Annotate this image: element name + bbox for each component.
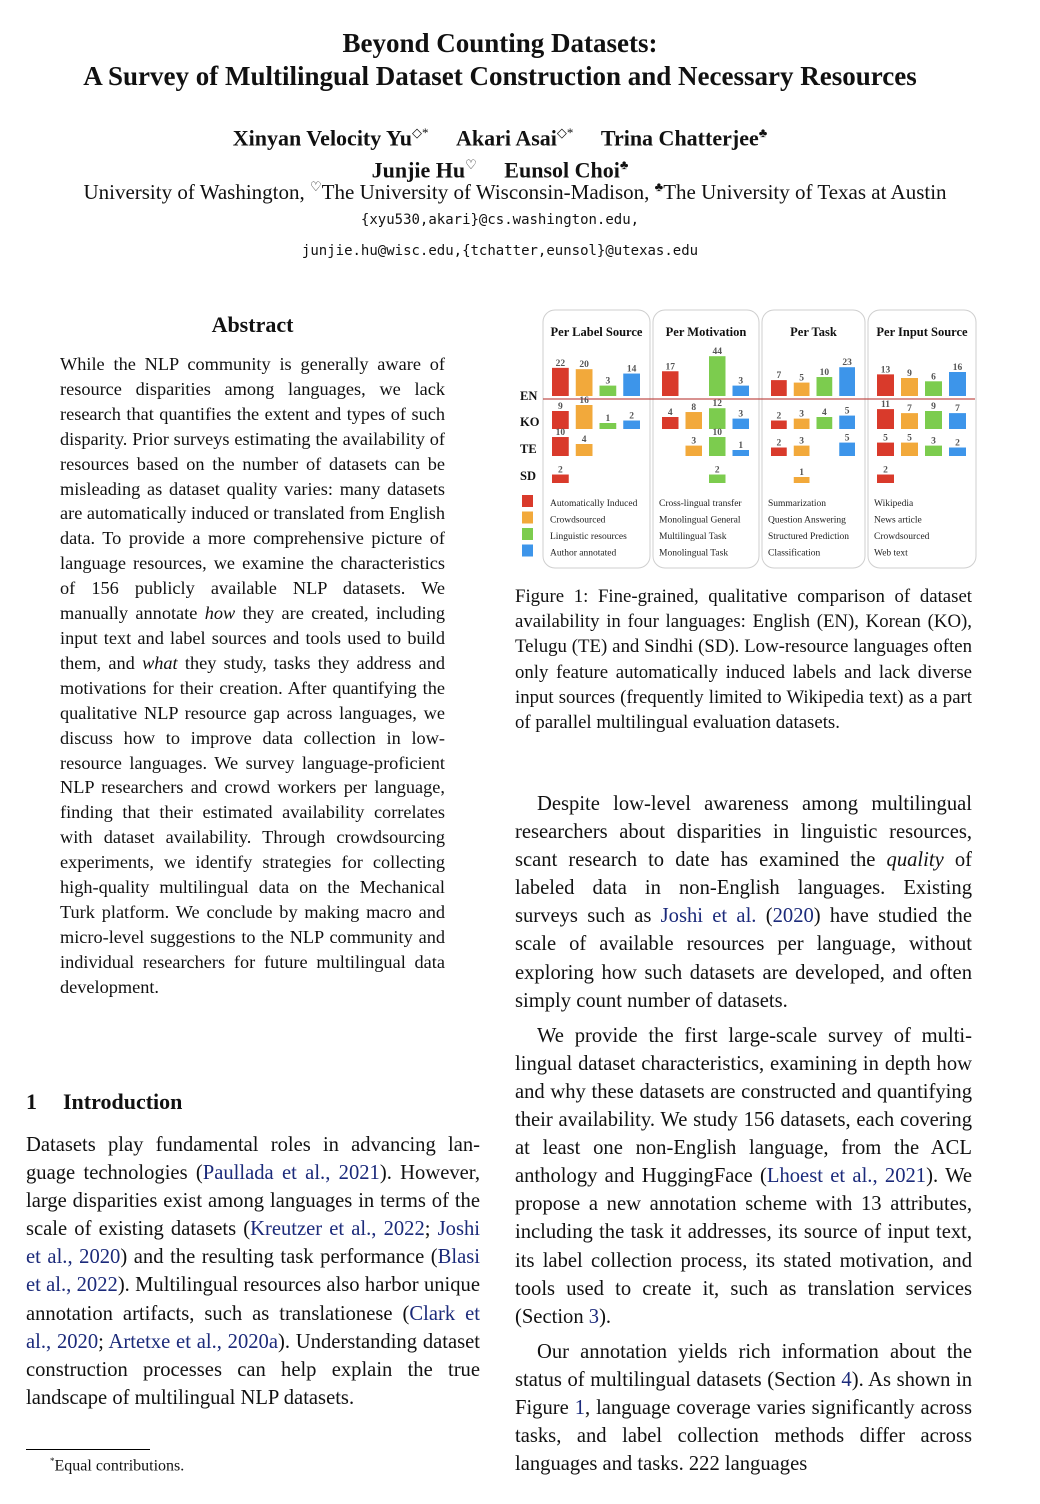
- citation-link[interactable]: Blasi et al., 2022: [26, 1246, 480, 1297]
- paper-title: [0, 27, 1000, 93]
- legend-label: Summarization: [768, 499, 827, 509]
- intro-paragraph-2: [515, 790, 972, 1015]
- bar-value-label: 20: [579, 360, 589, 371]
- footnote-rule: [26, 1449, 150, 1450]
- bar: [877, 409, 894, 429]
- abstract-text-run: While the NLP community is generally aware of resource disparities among languages, we lack research that quantifies the extent and types of such disparity. Prior surveys estimating the availability of resources based on the number of datasets can be misleading as dataset quality varies: many datasets are automatically induced or translated from English data. To provide a more comprehensive picture of language resources, we examine the characteristics of 156 publicly available NLP datasets. We manually annotate: [60, 354, 445, 624]
- legend-label: Cross-lingual transfer: [659, 499, 742, 509]
- authors-line-1: [0, 119, 1000, 151]
- intro-paragraph-1: [26, 1131, 480, 1412]
- text-run: of labeled data in non-English languages. Existing surveys such as: [515, 849, 972, 928]
- text-run: ;: [98, 1330, 109, 1353]
- text-run: ) and the resulting task performance (: [120, 1246, 438, 1269]
- panel-title: Per Input Source: [876, 325, 968, 339]
- language-label: TE: [520, 442, 537, 456]
- bar: [901, 443, 918, 456]
- bar-value-label: 3: [738, 409, 744, 420]
- intro-paragraph-3: [515, 1022, 972, 1331]
- text-run: We provide the first large-scale survey of multilingual dataset characteristics, examining in depth how and why these datasets are constructed and quantifying their availability. We study 156 datasets, each covering at least one non-English language, from the ACL anthology and HuggingFace (: [515, 1024, 972, 1188]
- legend-label: Monolingual General: [659, 515, 741, 526]
- bar: [600, 386, 617, 396]
- legend-label: Multilingual Task: [659, 532, 727, 542]
- bar-value-label: 3: [691, 436, 697, 447]
- bar-value-label: 22: [555, 358, 566, 369]
- bar-value-label: 2: [776, 411, 782, 422]
- bar: [623, 374, 640, 396]
- bar-value-label: 2: [955, 438, 960, 449]
- figure-1-chart: [510, 305, 980, 577]
- affiliation: The University of Wisconsin-Madison,: [321, 180, 655, 204]
- panel-title: Per Task: [790, 325, 837, 339]
- bar: [817, 377, 833, 396]
- affiliation-mark: ◇*: [556, 125, 574, 140]
- legend-label: Crowdsourced: [550, 515, 606, 526]
- bar-value-label: 10: [712, 428, 722, 439]
- legend-label: Web text: [874, 548, 908, 559]
- bar: [817, 417, 833, 429]
- bar-value-label: 2: [776, 438, 782, 449]
- affiliation-mark: ◇*: [412, 125, 429, 140]
- bar: [771, 448, 787, 456]
- affiliation: The University of Texas at Austin: [663, 180, 947, 204]
- legend-label: Classification: [768, 548, 821, 559]
- bar: [877, 443, 894, 456]
- footnote: [50, 1456, 184, 1475]
- language-label: KO: [520, 415, 540, 429]
- bar: [949, 413, 966, 429]
- legend-label: News article: [874, 515, 922, 526]
- legend-swatch: [522, 495, 533, 507]
- text-run: ). Understanding dataset construction processes can help explain the true landscape of multilingual NLP datasets.: [26, 1330, 480, 1409]
- author-name: Xinyan Velocity Yu: [232, 125, 413, 151]
- author-name: Junjie Hu: [371, 157, 466, 183]
- bar: [771, 421, 787, 429]
- citation-link[interactable]: Joshi et al.: [660, 905, 757, 928]
- bar-value-label: 3: [605, 376, 611, 387]
- abstract-text-run: they are created, including input text and label sources and tools used to build them, and: [60, 603, 445, 673]
- author-list: [0, 119, 1000, 184]
- intro-column-right: [515, 790, 972, 1478]
- bar: [794, 419, 810, 429]
- citation-link[interactable]: 4: [841, 1368, 852, 1391]
- bar-value-label: 12: [712, 399, 722, 410]
- affiliation-mark: ♣: [654, 179, 664, 194]
- bar: [949, 448, 966, 456]
- legend-label: Linguistic resources: [550, 532, 627, 542]
- bar-value-label: 10: [555, 428, 566, 439]
- section-title: Introduction: [63, 1089, 183, 1114]
- emphasis: how: [204, 603, 236, 624]
- bar-value-label: 10: [819, 368, 830, 379]
- bar: [794, 446, 810, 456]
- bar-value-label: 44: [712, 347, 722, 358]
- bar: [576, 369, 593, 396]
- bar-value-label: 1: [605, 414, 611, 424]
- bar-value-label: 4: [667, 408, 673, 418]
- bar-value-label: 4: [581, 435, 587, 445]
- text-run: ). We propose a new annotation scheme with 13 attributes, including the task it addresses, its source of input text, its label collection process, its stated motivation, and tools used to create it, such as translation services (Section: [515, 1165, 972, 1328]
- legend-swatch: [522, 528, 533, 540]
- author-name: Eunsol Choi: [504, 157, 620, 183]
- bar-value-label: 5: [799, 373, 804, 384]
- affiliation: University of Washington,: [83, 180, 311, 204]
- abstract-text-run: they study, tasks they address and motivations for their creation. After quantifying the qualitative NLP resource gap across languages, we discuss how to improve data collection in low-resource languages. We survey language-proficient NLP researchers and crowd workers per language, finding that their estimated availability correlates with dataset availability. Through crowdsourcing experiments, we identify strategies for collecting high-quality multilingual data on the Mechanical Turk platform. We conclude by making macro and micro-level suggestions to the NLP community and individual researchers for future multilingual data development.: [60, 652, 445, 997]
- bar: [839, 443, 855, 456]
- text-run: ). Multilingual resources also harbor unique annotation artifacts, such as translationese (: [26, 1274, 480, 1325]
- affiliation-mark: ♣: [758, 125, 768, 140]
- text-run: (: [756, 905, 773, 928]
- bar-value-label: 6: [931, 372, 936, 383]
- legend-label: Wikipedia: [874, 499, 914, 509]
- bar: [733, 386, 750, 396]
- title-line-2: A Survey of Multilingual Dataset Construction and Necessary Resources: [83, 61, 917, 91]
- citation-link[interactable]: Lhoest et al., 2021: [766, 1165, 927, 1188]
- language-label: SD: [520, 469, 536, 483]
- bar: [623, 421, 640, 429]
- citation-link[interactable]: Artetxe et al., 2020a: [108, 1330, 278, 1353]
- bar-value-label: 3: [799, 436, 804, 447]
- bar: [901, 378, 918, 396]
- author-name: Trina Chatterjee: [600, 125, 759, 151]
- bar-value-label: 9: [931, 402, 936, 412]
- title-line-1: Beyond Counting Datasets:: [342, 28, 658, 58]
- bar-value-label: 2: [558, 465, 563, 476]
- text-run: , language coverage varies significantly across tasks, and label collection methods differ across languages and tasks. 222 languages: [515, 1396, 972, 1476]
- bar-value-label: 16: [952, 363, 963, 373]
- intro-column-left: [26, 1131, 480, 1412]
- citation-link[interactable]: Joshi et al., 2020: [26, 1218, 480, 1269]
- text-run: ). However, large disparities exist among languages in terms of the scale of existing datasets (: [26, 1162, 480, 1241]
- citation-link[interactable]: 2020: [772, 905, 814, 928]
- bar-value-label: 7: [955, 404, 960, 415]
- bar: [552, 437, 569, 456]
- emphasis: what: [142, 652, 178, 673]
- panel-title: Per Motivation: [665, 325, 747, 339]
- email-line-1: {xyu530,akari}@cs.washington.edu,: [360, 212, 640, 228]
- panel-title: Per Label Source: [550, 325, 643, 339]
- abstract-heading: Abstract: [211, 312, 294, 337]
- bar: [794, 383, 810, 396]
- bar: [552, 368, 569, 396]
- bar-value-label: 5: [883, 433, 888, 444]
- text-run: ) have studied the scale of available resources per language, without exploring how such datasets are developed, and often simply count number of datasets.: [515, 905, 972, 1012]
- abstract-text: [60, 352, 445, 1000]
- bar: [925, 411, 942, 429]
- bar-value-label: 3: [931, 436, 936, 447]
- legend-label: Crowdsourced: [874, 532, 930, 542]
- figure-1: [510, 305, 980, 577]
- bar-value-label: 5: [844, 406, 850, 417]
- bar-value-label: 9: [907, 369, 912, 379]
- citation-link[interactable]: Paullada et al., 2021: [202, 1162, 380, 1185]
- citation-link[interactable]: 3: [588, 1305, 600, 1328]
- citation-link[interactable]: 1: [574, 1396, 585, 1419]
- affiliation-mark: ♣: [619, 157, 629, 173]
- bar: [709, 408, 726, 429]
- affiliations: [0, 179, 1040, 205]
- bar: [709, 475, 726, 483]
- text-run: ). As shown in Figure: [515, 1368, 972, 1419]
- bar: [686, 412, 703, 429]
- legend-label: Monolingual Task: [659, 548, 729, 559]
- bar-value-label: 1: [738, 441, 744, 451]
- bar-value-label: 16: [579, 396, 589, 406]
- citation-link[interactable]: Clark et al., 2020: [26, 1302, 481, 1353]
- figure-panel: [653, 310, 759, 568]
- bar: [662, 371, 679, 396]
- legend-swatch: [522, 512, 533, 524]
- bar-value-label: 3: [738, 376, 744, 387]
- bar-value-label: 4: [822, 408, 827, 418]
- bar-value-label: 9: [558, 402, 563, 412]
- bar-value-label: 7: [907, 404, 912, 415]
- section-heading-introduction: [26, 1089, 182, 1115]
- bar-value-label: 23: [842, 358, 852, 369]
- section-number: 1: [26, 1089, 37, 1114]
- bar: [877, 374, 894, 396]
- bar-value-label: 2: [714, 465, 720, 476]
- affiliation-mark: ♡: [310, 179, 322, 194]
- text-run: Despite low-level awareness among multilingual researchers about disparities in linguistic resources, scant research to date has examined the: [515, 793, 972, 872]
- bar: [576, 405, 593, 429]
- bar-value-label: 8: [691, 403, 697, 414]
- author-name: Akari Asai: [456, 125, 557, 151]
- footnote-text: Equal contributions.: [54, 1457, 185, 1475]
- bar: [925, 446, 942, 456]
- bar: [686, 446, 703, 456]
- bar-value-label: 1: [799, 468, 804, 478]
- bar: [771, 380, 787, 396]
- bar: [552, 475, 569, 483]
- text-run: Datasets play fundamental roles in advancing language technologies (: [26, 1134, 480, 1185]
- bar-value-label: 13: [880, 365, 891, 376]
- email-line-2: junjie.hu@wisc.edu,{tchatter,eunsol}@utexas.edu: [301, 243, 699, 259]
- bar: [709, 437, 726, 456]
- bar-value-label: 2: [883, 465, 888, 476]
- legend-label: Structured Prediction: [768, 532, 849, 542]
- bar: [552, 411, 569, 429]
- text-run: ).: [599, 1305, 612, 1328]
- text-run: ;: [424, 1218, 438, 1241]
- bar: [733, 419, 750, 429]
- bar: [839, 367, 855, 396]
- figure-caption: Figure 1: Fine-grained, qualitative comparison of dataset availability in four languages: English (EN), Korean (KO), Telugu (TE) and Sindhi (SD). Low-resource languages often only feature automatically induced labels and lack diverse input sources (frequently limited to Wikipedia text) as a part of parallel multilingual evaluation datasets.: [515, 586, 972, 734]
- legend-label: Question Answering: [768, 515, 846, 526]
- bar-value-label: 5: [907, 433, 912, 444]
- bar-value-label: 7: [776, 371, 782, 382]
- bar: [839, 416, 855, 429]
- intro-paragraph-4: [515, 1338, 972, 1478]
- bar: [949, 372, 966, 396]
- bar-value-label: 5: [844, 433, 850, 444]
- bar: [877, 475, 894, 483]
- bar-value-label: 14: [626, 364, 637, 375]
- footnote-mark: *: [50, 1456, 55, 1466]
- legend-label: Automatically Induced: [550, 499, 638, 509]
- affiliation-mark: ♡: [465, 157, 477, 173]
- bar: [925, 381, 942, 396]
- legend-swatch: [522, 545, 533, 557]
- bar: [901, 413, 918, 429]
- language-label: EN: [520, 389, 538, 403]
- bar-value-label: 3: [799, 409, 804, 420]
- text-run: Our annotation yields rich information about the status of multilingual datasets (Section: [515, 1340, 972, 1391]
- legend-label: Author annotated: [550, 548, 617, 559]
- emphasis: quality: [886, 849, 944, 872]
- bar: [662, 417, 679, 429]
- citation-link[interactable]: Kreutzer et al., 2022: [250, 1218, 425, 1241]
- bar-value-label: 2: [629, 411, 634, 422]
- bar-value-label: 11: [881, 400, 890, 411]
- bar: [576, 444, 593, 456]
- bar-value-label: 17: [665, 362, 675, 373]
- bar: [709, 356, 726, 396]
